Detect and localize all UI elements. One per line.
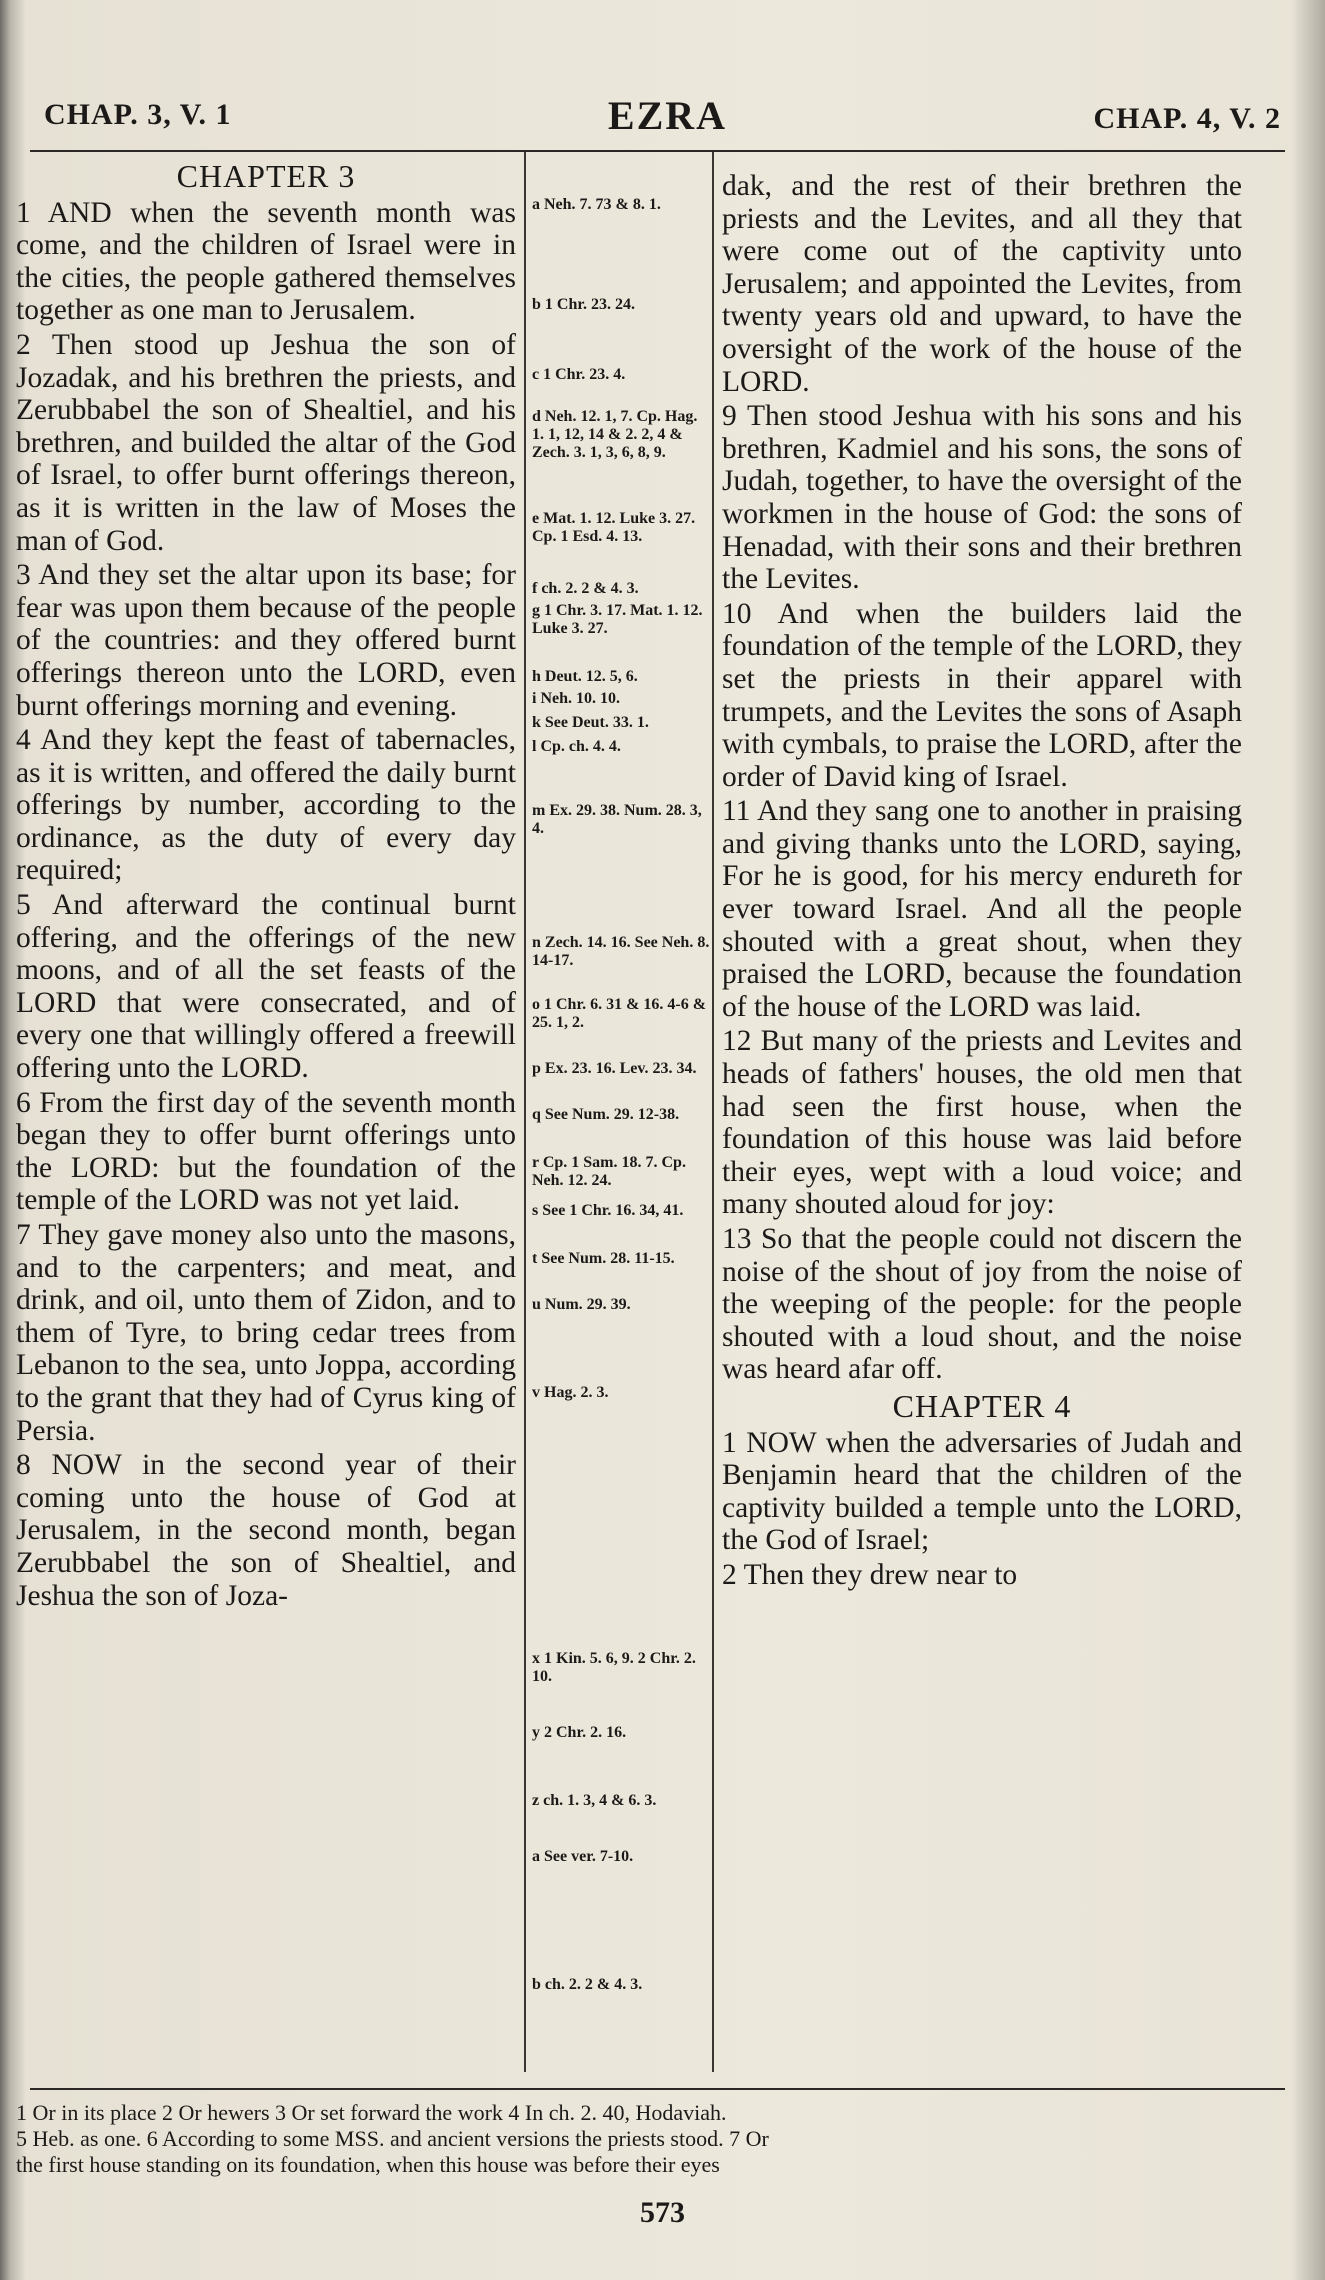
reference-entry: r Cp. 1 Sam. 18. 7. Cp. Neh. 12. 24.	[532, 1154, 686, 1189]
header-book-title: EZRA	[607, 93, 728, 138]
verse-3-9: 9 Then stood Jeshua with his sons and his brethren, Kadmiel and his sons, the sons of Judah, together, to have the oversight of the workmen in the house of God: the sons of Henadad, with their sons and their brethren the Levites.	[722, 400, 1242, 596]
page-number: 573	[640, 2196, 685, 2229]
verse-3-8-continuation: dak, and the rest of their brethren the priests and the Levites, and all they that were come out of the captivity unto Jerusalem; and appointed the Levites, from twenty years old and upward, to have the oversight of the work of the house of the LORD.	[722, 170, 1242, 398]
verse-3-6: 6 From the first day of the seventh month began they to offer burnt offerings unto the LORD: but the foundation of the temple of the LORD was not yet laid.	[16, 1086, 516, 1217]
reference-entry: i Neh. 10. 10.	[532, 690, 620, 707]
header-left: CHAP. 3, V. 1	[44, 98, 232, 131]
reference-entry: d Neh. 12. 1, 7. Cp. Hag. 1. 1, 12, 14 & 2. 2, 4 & Zech. 3. 1, 3, 6, 8, 9.	[532, 408, 698, 461]
left-text-column	[16, 156, 516, 2056]
page-edge-shadow	[1291, 0, 1325, 2280]
reference-entry: t See Num. 28. 11-15.	[532, 1250, 675, 1267]
footnote-line: 5 Heb. as one. 6 According to some MSS. and ancient versions the priests stood. 7 Or	[16, 2126, 769, 2151]
footnote-line: the first house standing on its foundation, when this house was before their eyes	[16, 2152, 720, 2177]
reference-entry: q See Num. 29. 12-38.	[532, 1106, 680, 1123]
reference-entry: b 1 Chr. 23. 24.	[532, 296, 635, 313]
reference-entry: a Neh. 7. 73 & 8. 1.	[532, 196, 661, 213]
column-rule-right	[712, 152, 714, 2072]
reference-entry: k See Deut. 33. 1.	[532, 714, 649, 731]
footnote-line: 1 Or in its place 2 Or hewers 3 Or set forward the work 4 In ch. 2. 40, Hodaviah.	[16, 2100, 727, 2125]
reference-entry: n Zech. 14. 16. See Neh. 8. 14-17.	[532, 934, 710, 969]
verse-3-5: 5 And afterward the continual burnt offering, and the offerings of the new moons, and of all the set feasts of the LORD that were consecrated, and of every one that willingly offered a freewill offering unto the LORD.	[16, 889, 516, 1085]
reference-entry: o 1 Chr. 6. 31 & 16. 4-6 & 25. 1, 2.	[532, 996, 707, 1031]
chapter-3-heading: CHAPTER 3	[176, 158, 356, 194]
reference-entry: m Ex. 29. 38. Num. 28. 3, 4.	[532, 802, 702, 837]
right-text-column	[722, 170, 1242, 2070]
reference-entry: x 1 Kin. 5. 6, 9. 2 Chr. 2. 10.	[532, 1650, 696, 1685]
header-right: CHAP. 4, V. 2	[1093, 102, 1281, 135]
verse-3-1: 1 AND when the seventh month was come, and the children of Israel were in the cities, the people gathered themselves together as one man to Jerusalem.	[16, 196, 516, 327]
reference-entry: c 1 Chr. 23. 4.	[532, 366, 626, 383]
verse-4-1: 1 NOW when the adversaries of Judah and Benjamin heard that the children of the captivity builded a temple unto the LORD, the God of Israel;	[722, 1426, 1242, 1557]
column-rule-left	[524, 152, 526, 2072]
reference-entry: a See ver. 7-10.	[532, 1848, 634, 1865]
reference-entry: v Hag. 2. 3.	[532, 1384, 609, 1401]
verse-3-11: 11 And they sang one to another in praising and giving thanks unto the LORD, saying, For he is good, for his mercy endureth for ever toward Israel. And all the people shouted with a great shout, when they praised the LORD, because the foundation of the house of the LORD was laid.	[722, 795, 1242, 1023]
reference-entry: l Cp. ch. 4. 4.	[532, 738, 621, 755]
cross-reference-column	[532, 196, 710, 2076]
running-header	[40, 92, 1295, 144]
reference-entry: g 1 Chr. 3. 17. Mat. 1. 12. Luke 3. 27.	[532, 602, 703, 637]
verse-3-4: 4 And they kept the feast of tabernacles, as it is written, and offered the daily burnt offerings by number, according to the ordinance, as the duty of every day required;	[16, 724, 516, 887]
reference-entry: z ch. 1. 3, 4 & 6. 3.	[532, 1792, 657, 1809]
verse-3-8: 8 NOW in the second year of their coming unto the house of God at Jerusalem, in the second month, began Zerubbabel the son of Shealtiel, and Jeshua the son of Joza-	[16, 1449, 516, 1612]
verse-3-7: 7 They gave money also unto the masons, and to the carpenters; and meat, and drink, and oil, unto them of Zidon, and to them of Tyre, to bring cedar trees from Lebanon to the sea, unto Joppa, according to the grant that they had of Cyrus king of Persia.	[16, 1219, 516, 1447]
reference-entry: f ch. 2. 2 & 4. 3.	[532, 580, 639, 597]
verse-3-13: 13 So that the people could not discern the noise of the shout of joy from the noise of the weeping of the people: for the people shouted with a loud shout, and the noise was heard afar off.	[722, 1223, 1242, 1386]
footnote-rule	[30, 2088, 1285, 2090]
reference-entry: h Deut. 12. 5, 6.	[532, 668, 638, 685]
header-rule	[30, 150, 1285, 152]
verse-3-2: 2 Then stood up Jeshua the son of Jozadak, and his brethren the priests, and Zerubbabel the son of Shealtiel, and his brethren, and builded the altar of the God of Israel, to offer burnt offerings thereon, as it is written in the law of Moses the man of God.	[16, 328, 516, 557]
chapter-4-heading: CHAPTER 4	[892, 1387, 1072, 1424]
verse-3-10: 10 And when the builders laid the foundation of the temple of the LORD, they set the priests in their apparel with trumpets, and the Levites the sons of Asaph with cymbals, to praise the LORD, after the order of David king of Israel.	[722, 597, 1242, 793]
reference-entry: y 2 Chr. 2. 16.	[532, 1724, 627, 1741]
reference-entry: e Mat. 1. 12. Luke 3. 27. Cp. 1 Esd. 4. 13.	[532, 510, 696, 545]
verse-3-3: 3 And they set the altar upon its base; for fear was upon them because of the people of the countries: and they offered burnt offerings thereon unto the LORD, even burnt offerings morning and evening.	[16, 559, 516, 722]
reference-entry: b ch. 2. 2 & 4. 3.	[532, 1976, 643, 1993]
verse-3-12: 12 But many of the priests and Levites and heads of fathers' houses, the old men that had seen the first house, when the foundation of this house was laid before their eyes, wept with a loud voice; and many shouted aloud for joy:	[722, 1025, 1242, 1221]
verse-4-2: 2 Then they drew near to	[722, 1558, 1018, 1591]
footnotes	[16, 2100, 1295, 2182]
reference-entry: p Ex. 23. 16. Lev. 23. 34.	[532, 1060, 697, 1077]
reference-entry: s See 1 Chr. 16. 34, 41.	[532, 1202, 684, 1219]
reference-entry: u Num. 29. 39.	[532, 1296, 631, 1313]
